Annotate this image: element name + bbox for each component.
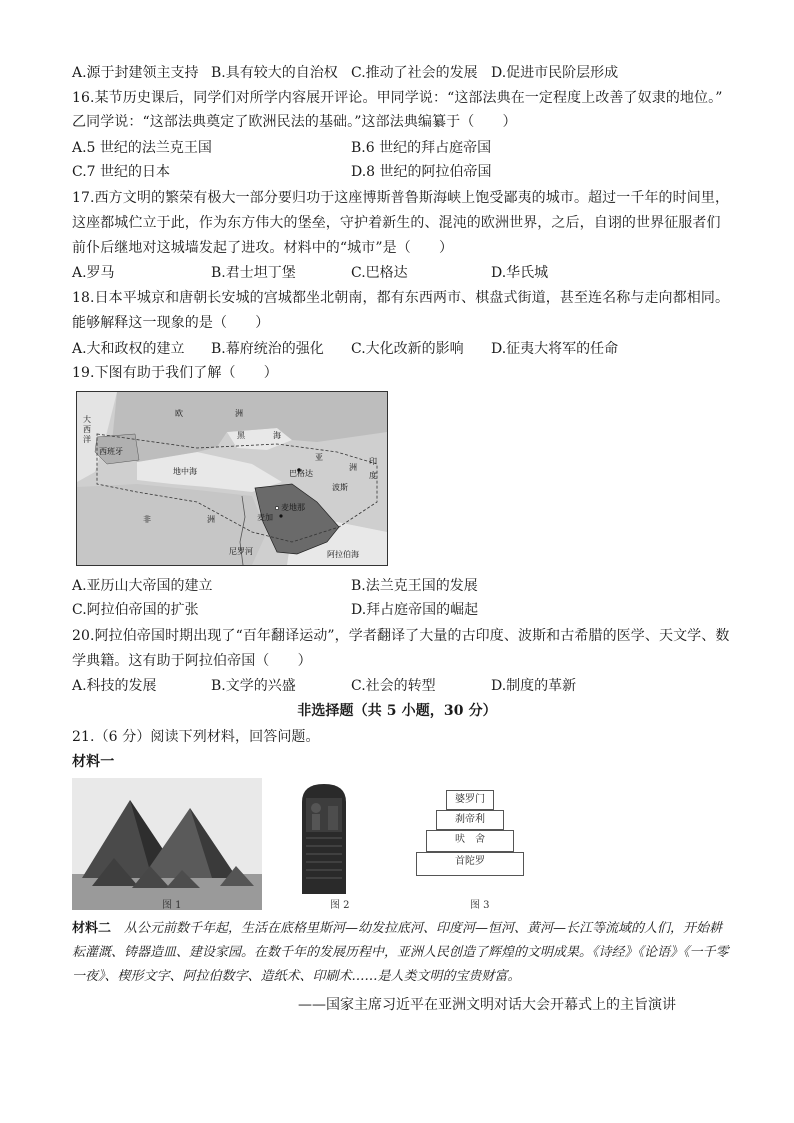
q18-option-c[interactable]: C.大化改新的影响 bbox=[351, 341, 464, 357]
q21-stem: 21.（6 分）阅读下列材料，回答问题。 bbox=[72, 729, 320, 745]
figure-1-caption: 图 1 bbox=[162, 900, 182, 911]
material2-text: 从公元前数千年起，生活在底格里斯河—幼发拉底河、印度河—恒河、黄河—长江等流域的人们，开始耕耘灌溉、铸器造皿、建设家园。在数千年的发展历程中，亚洲人民创造了辉煌的文明成果。《诗经》《论语》《一千零一夜》、楔形文字、阿拉伯数字、造纸术、印刷术……是人类文明的宝贵财富。 bbox=[72, 921, 729, 984]
q17-option-c[interactable]: C.巴格达 bbox=[351, 265, 408, 281]
pyramid-image bbox=[72, 778, 262, 910]
map-label-medina: 麦地那 bbox=[281, 503, 305, 512]
q18-stem-line2: 能够解释这一现象的是（ ） bbox=[72, 315, 270, 331]
figure-1-pyramids bbox=[72, 778, 262, 910]
q17-option-d[interactable]: D.华氏城 bbox=[491, 265, 549, 281]
caste-tier-brahmin: 婆罗门 bbox=[446, 790, 494, 810]
q20-option-d[interactable]: D.制度的革新 bbox=[491, 678, 577, 694]
material1-label: 材料一 bbox=[72, 754, 115, 770]
figure-3-caste-pyramid bbox=[408, 778, 533, 910]
q18-option-a[interactable]: A.大和政权的建立 bbox=[72, 341, 185, 357]
q16-option-b[interactable]: B.6 世纪的拜占庭帝国 bbox=[351, 140, 492, 156]
q15-option-c[interactable]: C.推动了社会的发展 bbox=[351, 65, 478, 81]
map-label-india-2: 度 bbox=[369, 471, 377, 480]
q20-option-c[interactable]: C.社会的转型 bbox=[351, 678, 436, 694]
q17-stem-line2: 这座都城伫立于此，作为东方伟大的堡垒，守护着新生的、混沌的欧洲世界，之后，自诩的世界征服者们 bbox=[72, 215, 721, 231]
map-label-europe-1: 欧 bbox=[175, 409, 183, 418]
map-label-atlantic-1: 大 bbox=[83, 415, 91, 424]
q18-stem-line1: 18.日本平城京和唐朝长安城的宫城都坐北朝南，都有东西两市、棋盘式街道，甚至连名称与走向都相同。 bbox=[72, 290, 730, 306]
map-label-africa-1: 非 bbox=[143, 515, 151, 524]
q20-option-b[interactable]: B.文学的兴盛 bbox=[211, 678, 296, 694]
material2-paragraph bbox=[72, 917, 732, 989]
q18-option-b[interactable]: B.幕府统治的强化 bbox=[211, 341, 324, 357]
caste-tier-vaishya: 吠 舍 bbox=[426, 830, 514, 852]
map-label-mediterranean: 地中海 bbox=[173, 467, 197, 476]
q19-option-c[interactable]: C.阿拉伯帝国的扩张 bbox=[72, 602, 199, 618]
q19-option-b[interactable]: B.法兰克王国的发展 bbox=[351, 578, 478, 594]
arab-empire-map bbox=[76, 391, 388, 566]
q19-option-d[interactable]: D.拜占庭帝国的崛起 bbox=[351, 602, 479, 618]
section-title: 非选择题（共 5 小题，30 分） bbox=[297, 703, 497, 719]
q17-option-a[interactable]: A.罗马 bbox=[72, 265, 115, 281]
figure-3-caption: 图 3 bbox=[470, 900, 490, 911]
map-label-baghdad: 巴格达 bbox=[289, 469, 313, 478]
map-label-africa-2: 洲 bbox=[207, 515, 215, 524]
q16-option-d[interactable]: D.8 世纪的阿拉伯帝国 bbox=[351, 164, 492, 180]
q17-stem-line3: 前仆后继地对这城墙发起了进攻。材料中的“城市”是（ ） bbox=[72, 240, 454, 256]
q18-option-d[interactable]: D.征夷大将军的任命 bbox=[491, 341, 619, 357]
q16-option-c[interactable]: C.7 世纪的日本 bbox=[72, 164, 171, 180]
map-label-spain: 西班牙 bbox=[99, 447, 123, 456]
stele-image bbox=[288, 778, 368, 910]
q20-option-a[interactable]: A.科技的发展 bbox=[72, 678, 157, 694]
q16-stem-line2: 乙同学说：“这部法典奠定了欧洲民法的基础。”这部法典编纂于（ ） bbox=[72, 114, 517, 130]
q15-option-a[interactable]: A.源于封建领主支持 bbox=[72, 65, 199, 81]
q15-option-b[interactable]: B.具有较大的自治权 bbox=[211, 65, 338, 81]
q20-stem-line2: 学典籍。这有助于阿拉伯帝国（ ） bbox=[72, 653, 312, 669]
map-label-arabian-sea: 阿拉伯海 bbox=[327, 550, 359, 559]
material2-label: 材料二 bbox=[72, 921, 112, 936]
q19-option-a[interactable]: A.亚历山大帝国的建立 bbox=[72, 578, 213, 594]
map-label-black-sea-1: 黑 bbox=[237, 431, 245, 440]
map-label-nile: 尼罗河 bbox=[229, 547, 253, 556]
map-label-atlantic-2: 西 bbox=[83, 425, 91, 434]
figure-2-stele bbox=[288, 778, 368, 910]
q16-stem-line1: 16.某节历史课后，同学们对所学内容展开评论。甲同学说：“这部法典在一定程度上改善了奴隶的地位。” bbox=[72, 90, 723, 106]
map-label-atlantic-3: 洋 bbox=[83, 435, 91, 444]
q17-option-b[interactable]: B.君士坦丁堡 bbox=[211, 265, 296, 281]
q15-option-d[interactable]: D.促进市民阶层形成 bbox=[491, 65, 619, 81]
map-label-europe-2: 洲 bbox=[235, 409, 243, 418]
q17-stem-line1: 17.西方文明的繁荣有极大一部分要归功于这座博斯普鲁斯海峡上饱受鄙夷的城市。超过一千年的时间里， bbox=[72, 190, 730, 206]
caste-tier-kshatriya: 刹帝利 bbox=[436, 810, 504, 830]
map-label-black-sea-2: 海 bbox=[273, 431, 281, 440]
map-label-asia-2: 洲 bbox=[349, 463, 357, 472]
map-label-india-1: 印 bbox=[369, 457, 377, 466]
material2-source: ——国家主席习近平在亚洲文明对话大会开幕式上的主旨演讲 bbox=[298, 997, 676, 1013]
q20-stem-line1: 20.阿拉伯帝国时期出现了“百年翻译运动”，学者翻译了大量的古印度、波斯和古希腊的医学、天文学、数 bbox=[72, 628, 730, 644]
figure-2-caption: 图 2 bbox=[330, 900, 350, 911]
caste-tier-shudra: 首陀罗 bbox=[416, 852, 524, 876]
q19-stem: 19.下图有助于我们了解（ ） bbox=[72, 365, 278, 381]
q16-option-a[interactable]: A.5 世纪的法兰克王国 bbox=[72, 140, 212, 156]
map-label-persia: 波斯 bbox=[332, 483, 348, 492]
map-label-asia-1: 亚 bbox=[315, 453, 323, 462]
map-label-mecca: 麦加 bbox=[257, 513, 273, 522]
